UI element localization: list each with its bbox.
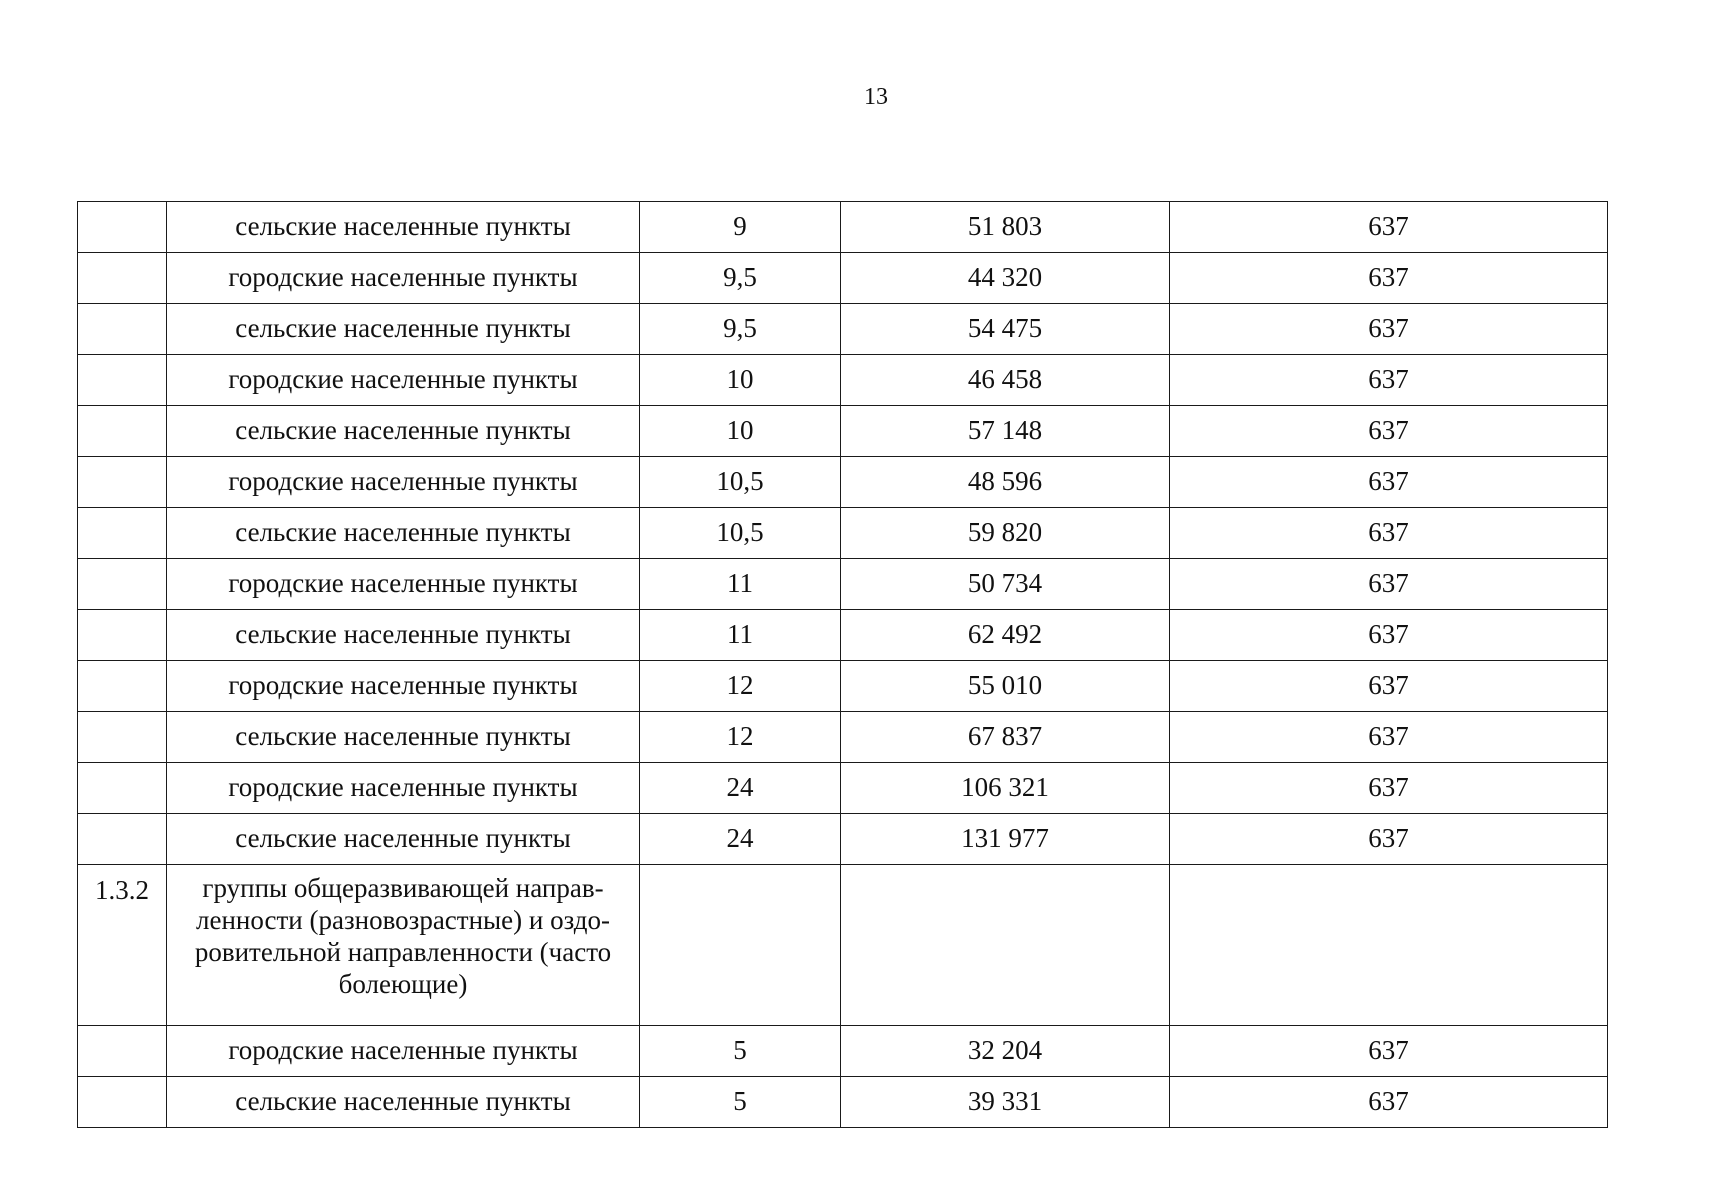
hours-cell: 5	[640, 1026, 841, 1077]
table-row	[78, 253, 1608, 304]
amount-cell: 51 803	[841, 202, 1170, 253]
code-cell: 637	[1170, 202, 1608, 253]
table-row	[78, 610, 1608, 661]
hours-cell: 11	[640, 610, 841, 661]
code-cell: 637	[1170, 406, 1608, 457]
hours-cell: 11	[640, 559, 841, 610]
row-number-cell	[78, 814, 167, 865]
amount-cell: 44 320	[841, 253, 1170, 304]
amount-cell: 59 820	[841, 508, 1170, 559]
code-cell: 637	[1170, 1026, 1608, 1077]
code-cell: 637	[1170, 763, 1608, 814]
hours-cell: 12	[640, 712, 841, 763]
hours-cell: 9,5	[640, 253, 841, 304]
code-cell: 637	[1170, 508, 1608, 559]
row-number-cell	[78, 202, 167, 253]
hours-cell: 12	[640, 661, 841, 712]
settlement-type-cell: сельские населенные пункты	[167, 508, 640, 559]
settlement-type-cell: сельские населенные пункты	[167, 406, 640, 457]
row-number-cell	[78, 610, 167, 661]
table-row	[78, 202, 1608, 253]
table-row	[78, 763, 1608, 814]
row-number-cell	[78, 406, 167, 457]
amount-cell: 55 010	[841, 661, 1170, 712]
amount-cell: 62 492	[841, 610, 1170, 661]
row-number-cell	[78, 1026, 167, 1077]
hours-cell: 10,5	[640, 508, 841, 559]
section-title-cell: группы общеразвивающей направ-ленности (разновозрастные) и оздо-ровительной направленности (часто болеющие)	[167, 865, 640, 1026]
settlement-type-cell: городские населенные пункты	[167, 559, 640, 610]
row-number-cell	[78, 355, 167, 406]
table-row	[78, 508, 1608, 559]
settlement-type-cell: городские населенные пункты	[167, 661, 640, 712]
row-number-cell	[78, 457, 167, 508]
amount-cell: 32 204	[841, 1026, 1170, 1077]
amount-cell: 57 148	[841, 406, 1170, 457]
settlement-type-cell: сельские населенные пункты	[167, 1077, 640, 1128]
amount-cell: 106 321	[841, 763, 1170, 814]
settlement-type-cell: сельские населенные пункты	[167, 712, 640, 763]
table-row	[78, 406, 1608, 457]
hours-cell	[640, 865, 841, 1026]
code-cell: 637	[1170, 304, 1608, 355]
section-heading-row	[78, 865, 1608, 1026]
code-cell	[1170, 865, 1608, 1026]
amount-cell: 39 331	[841, 1077, 1170, 1128]
code-cell: 637	[1170, 559, 1608, 610]
table-row	[78, 457, 1608, 508]
table-row	[78, 1077, 1608, 1128]
table-row	[78, 559, 1608, 610]
hours-cell: 10	[640, 406, 841, 457]
page-number: 13	[864, 84, 888, 110]
amount-cell: 131 977	[841, 814, 1170, 865]
code-cell: 637	[1170, 355, 1608, 406]
row-number-cell	[78, 763, 167, 814]
settlement-type-cell: городские населенные пункты	[167, 763, 640, 814]
hours-cell: 10	[640, 355, 841, 406]
code-cell: 637	[1170, 253, 1608, 304]
table-row	[78, 814, 1608, 865]
table-row	[78, 712, 1608, 763]
section-number-cell: 1.3.2	[78, 865, 167, 1026]
hours-cell: 24	[640, 814, 841, 865]
tariff-table	[77, 201, 1608, 1128]
row-number-cell	[78, 1077, 167, 1128]
hours-cell: 9,5	[640, 304, 841, 355]
code-cell: 637	[1170, 610, 1608, 661]
table-row	[78, 661, 1608, 712]
row-number-cell	[78, 508, 167, 559]
hours-cell: 5	[640, 1077, 841, 1128]
code-cell: 637	[1170, 712, 1608, 763]
code-cell: 637	[1170, 457, 1608, 508]
row-number-cell	[78, 559, 167, 610]
amount-cell: 54 475	[841, 304, 1170, 355]
settlement-type-cell: сельские населенные пункты	[167, 304, 640, 355]
code-cell: 637	[1170, 814, 1608, 865]
row-number-cell	[78, 712, 167, 763]
code-cell: 637	[1170, 1077, 1608, 1128]
settlement-type-cell: городские населенные пункты	[167, 457, 640, 508]
table-row	[78, 1026, 1608, 1077]
row-number-cell	[78, 304, 167, 355]
code-cell: 637	[1170, 661, 1608, 712]
table-row	[78, 355, 1608, 406]
hours-cell: 10,5	[640, 457, 841, 508]
amount-cell: 48 596	[841, 457, 1170, 508]
amount-cell	[841, 865, 1170, 1026]
settlement-type-cell: сельские населенные пункты	[167, 610, 640, 661]
settlement-type-cell: городские населенные пункты	[167, 355, 640, 406]
settlement-type-cell: городские населенные пункты	[167, 253, 640, 304]
row-number-cell	[78, 253, 167, 304]
settlement-type-cell: сельские населенные пункты	[167, 202, 640, 253]
hours-cell: 24	[640, 763, 841, 814]
hours-cell: 9	[640, 202, 841, 253]
amount-cell: 46 458	[841, 355, 1170, 406]
settlement-type-cell: городские населенные пункты	[167, 1026, 640, 1077]
row-number-cell	[78, 661, 167, 712]
amount-cell: 50 734	[841, 559, 1170, 610]
table-row	[78, 304, 1608, 355]
amount-cell: 67 837	[841, 712, 1170, 763]
settlement-type-cell: сельские населенные пункты	[167, 814, 640, 865]
